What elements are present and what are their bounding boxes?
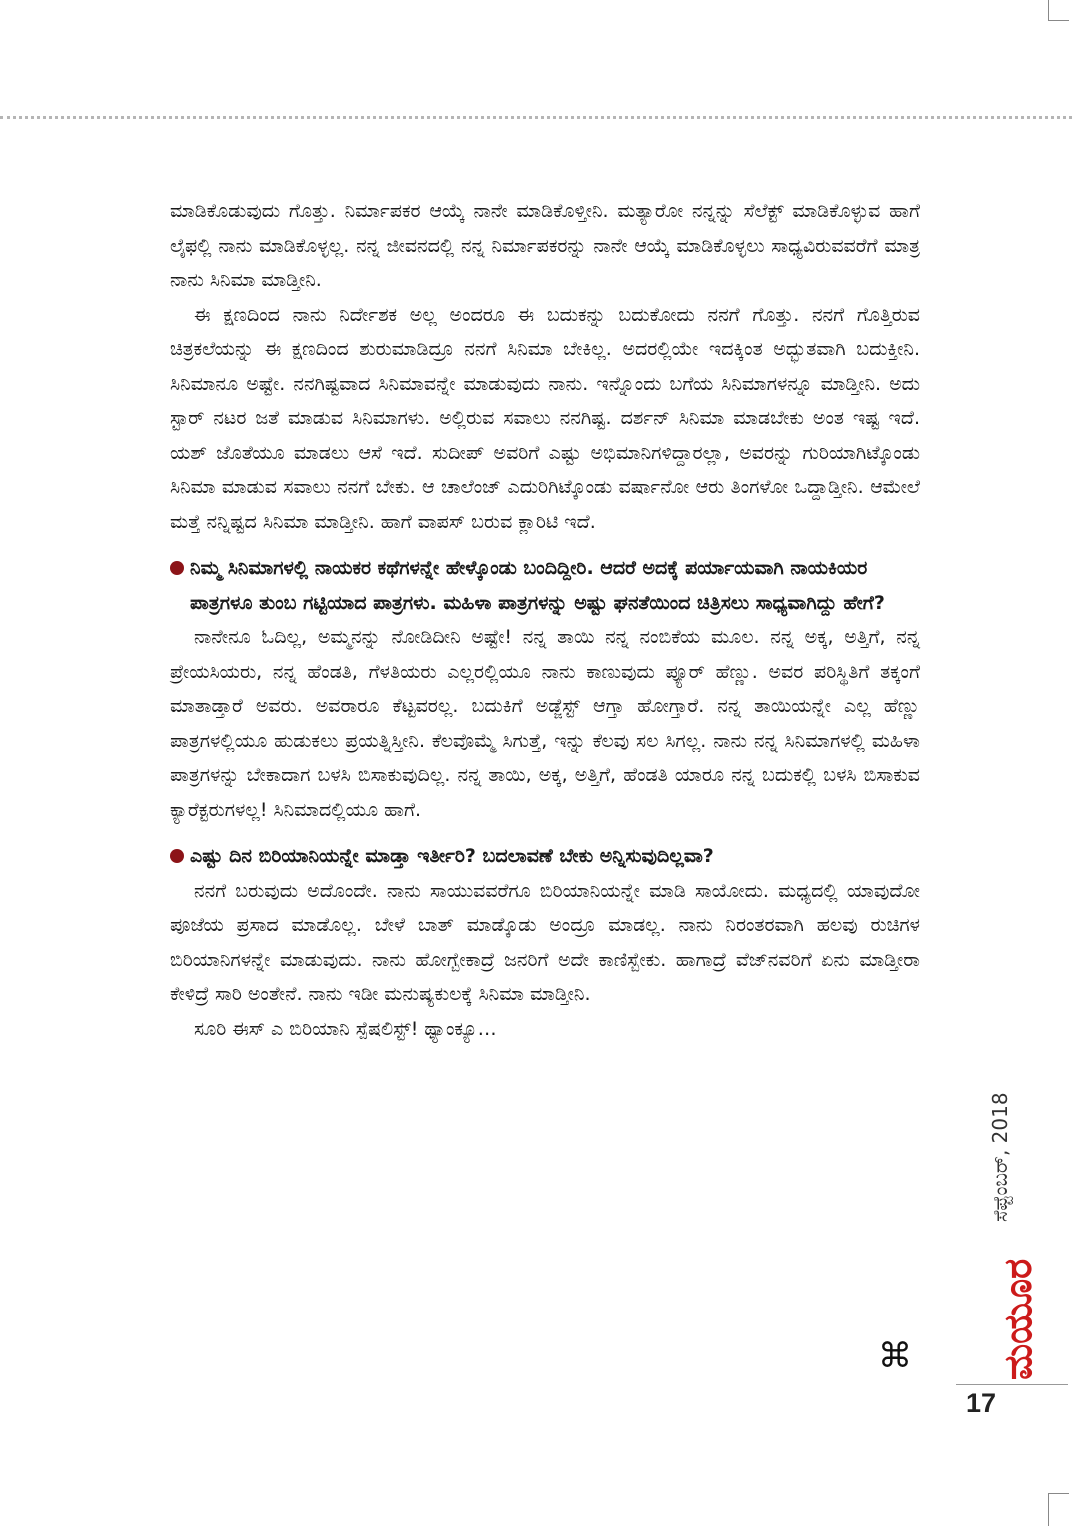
article-paragraph: ಈ ಕ್ಷಣದಿಂದ ನಾನು ನಿರ್ದೇಶಕ ಅಲ್ಲ ಅಂದರೂ ಈ ಬದುಕನ್ನು ಬದುಕೋದು ನನಗೆ ಗೊತ್ತು. ನನಗೆ ಗೊತ್ತಿರುವ ಚಿತ್ರಕಲೆಯನ್ನು ಈ ಕ್ಷಣದಿಂದ ಶುರುಮಾಡಿದ್ರೂ ನನಗೆ ಸಿನಿಮಾ ಬೇಕಿಲ್ಲ. ಅದರಲ್ಲಿಯೇ ಇದಕ್ಕಿಂತ ಅದ್ಭುತವಾಗಿ ಬದುಕ್ತೀನಿ. ಸಿನಿಮಾನೂ ಅಷ್ಟೇ. ನನಗಿಷ್ಟವಾದ ಸಿನಿಮಾವನ್ನೇ ಮಾಡುವುದು ನಾನು. ಇನ್ನೊಂದು ಬಗೆಯ ಸಿನಿಮಾಗಳನ್ನೂ ಮಾಡ್ತೀನಿ. ಅದು ಸ್ಟಾರ್ ನಟರ ಜತೆ ಮಾಡುವ ಸಿನಿಮಾಗಳು. ಅಲ್ಲಿರುವ ಸವಾಲು ನನಗಿಷ್ಟ. ದರ್ಶನ್ ಸಿನಿಮಾ ಮಾಡಬೇಕು ಅಂತ ಇಷ್ಟ ಇದೆ. ಯಶ್ ಜೊತೆಯೂ ಮಾಡಲು ಆಸೆ ಇದೆ. ಸುದೀಪ್ ಅವರಿಗೆ ಎಷ್ಟು ಅಭಿಮಾನಿಗಳಿದ್ದಾರಲ್ಲಾ, ಅವರನ್ನು ಗುರಿಯಾಗಿಟ್ಕೊಂಡು ಸಿನಿಮಾ ಮಾಡುವ ಸವಾಲು ನನಗೆ ಬೇಕು. ಆ ಚಾಲೆಂಜ್ ಎದುರಿಗಿಟ್ಕೊಂಡು ವರ್ಷಾನೋ ಆರು ತಿಂಗಳೋ ಒದ್ದಾಡ್ತೀನಿ. ಆಮೇಲೆ ಮತ್ತೆ ನನ್ನಿಷ್ಟದ ಸಿನಿಮಾ ಮಾಡ್ತೀನಿ. ಹಾಗೆ ವಾಪಸ್ ಬರುವ ಕ್ಲಾರಿಟಿ ಇದೆ. (170, 303, 920, 533)
footer-divider (956, 1384, 1068, 1385)
article-body (170, 194, 920, 1046)
question-text: ನಿಮ್ಮ ಸಿನಿಮಾಗಳಲ್ಲಿ ನಾಯಕರ ಕಥೆಗಳನ್ನೇ ಹೇಳ್ಕೊಂಡು ಬಂದಿದ್ದೀರಿ. ಆದರೆ ಅದಕ್ಕೆ ಪರ್ಯಾಯವಾಗಿ ನಾಯಕಿಯರ ಪಾತ್ರಗಳೂ ತುಂಬ ಗಟ್ಟಿಯಾದ ಪಾತ್ರಗಳು. ಮಹಿಳಾ ಪಾತ್ರಗಳನ್ನು ಅಷ್ಟು ಘನತೆಯಿಂದ ಚಿತ್ರಿಸಲು ಸಾಧ್ಯವಾಗಿದ್ದು ಹೇಗೆ? (190, 557, 885, 614)
answer-paragraph: ನನಗೆ ಬರುವುದು ಅದೊಂದೇ. ನಾನು ಸಾಯುವವರೆಗೂ ಬಿರಿಯಾನಿಯನ್ನೇ ಮಾಡಿ ಸಾಯೋದು. ಮಧ್ಯದಲ್ಲಿ ಯಾವುದೋ ಪೂಜೆಯ ಪ್ರಸಾದ ಮಾಡೊಲ್ಲ. ಬೇಳೆ ಬಾತ್ ಮಾಡ್ಕೊಡು ಅಂದ್ರೂ ಮಾಡಲ್ಲ. ನಾನು ನಿರಂತರವಾಗಿ ಹಲವು ರುಚಿಗಳ ಬಿರಿಯಾನಿಗಳನ್ನೇ ಮಾಡುವುದು. ನಾನು ಹೋಗ್ಬೇಕಾದ್ರೆ ಜನರಿಗೆ ಅದೇ ಕಾಣಿಸ್ಬೇಕು. ಹಾಗಾದ್ರೆ ವೆಜ್‌ನವರಿಗೆ ಏನು ಮಾಡ್ತೀರಾ ಕೇಳಿದ್ರೆ ಸಾರಿ ಅಂತೇನೆ. ನಾನು ಇಡೀ ಮನುಷ್ಯಕುಲಕ್ಕೆ ಸಿನಿಮಾ ಮಾಡ್ತೀನಿ. (170, 879, 920, 1005)
interview-question (170, 839, 920, 874)
bullet-dot-icon (170, 561, 184, 575)
page-number: 17 (966, 1388, 997, 1418)
crop-mark-bottom (1048, 1493, 1069, 1526)
closing-line: ಸೂರಿ ಈಸ್ ಎ ಬಿರಿಯಾನಿ ಸ್ಪೆಷಲಿಸ್ಟ್! ಥ್ಯಾಂಕ್ಯೂ… (194, 1017, 497, 1040)
question-text: ಎಷ್ಟು ದಿನ ಬಿರಿಯಾನಿಯನ್ನೇ ಮಾಡ್ತಾ ಇರ್ತೀರಿ? ಬದಲಾವಣೆ ಬೇಕು ಅನ್ನಿಸುವುದಿಲ್ಲವಾ? (190, 845, 714, 867)
bullet-dot-icon (170, 849, 184, 863)
magazine-logo: ಮಯೂರ (996, 1258, 1040, 1380)
answer-paragraph: ನಾನೇನೂ ಓದಿಲ್ಲ, ಅಮ್ಮನನ್ನು ನೋಡಿದೀನಿ ಅಷ್ಟೇ! ನನ್ನ ತಾಯಿ ನನ್ನ ನಂಬಿಕೆಯ ಮೂಲ. ನನ್ನ ಅಕ್ಕ, ಅತ್ತಿಗೆ, ನನ್ನ ಪ್ರೇಯಸಿಯರು, ನನ್ನ ಹೆಂಡತಿ, ಗೆಳತಿಯರು ಎಲ್ಲರಲ್ಲಿಯೂ ನಾನು ಕಾಣುವುದು ಪ್ಯೂರ್ ಹೆಣ್ಣು. ಅವರ ಪರಿಸ್ಥಿತಿಗೆ ತಕ್ಕಂಗೆ ಮಾತಾಡ್ತಾರೆ ಅವರು. ಅವರಾರೂ ಕೆಟ್ಟವರಲ್ಲ. ಬದುಕಿಗೆ ಅಡ್ಜೆಸ್ಟ್ ಆಗ್ತಾ ಹೋಗ್ತಾರೆ. ನನ್ನ ತಾಯಿಯನ್ನೇ ಎಲ್ಲ ಹೆಣ್ಣು ಪಾತ್ರಗಳಲ್ಲಿಯೂ ಹುಡುಕಲು ಪ್ರಯತ್ನಿಸ್ತೀನಿ. ಕೆಲವೊಮ್ಮೆ ಸಿಗುತ್ತೆ, ಇನ್ನು ಕೆಲವು ಸಲ ಸಿಗಲ್ಲ. ನಾನು ನನ್ನ ಸಿನಿಮಾಗಳಲ್ಲಿ ಮಹಿಳಾ ಪಾತ್ರಗಳನ್ನು ಬೇಕಾದಾಗ ಬಳಸಿ ಬಿಸಾಕುವುದಿಲ್ಲ. ನನ್ನ ತಾಯಿ, ಅಕ್ಕ, ಅತ್ತಿಗೆ, ಹೆಂಡತಿ ಯಾರೂ ನನ್ನ ಬದುಕಲ್ಲಿ ಬಳಸಿ ಬಿಸಾಕುವ ಕ್ಯಾರೆಕ್ಟರುಗಳಲ್ಲ! ಸಿನಿಮಾದಲ್ಲಿಯೂ ಹಾಗೆ. (170, 626, 920, 821)
article-paragraph: ಮಾಡಿಕೊಡುವುದು ಗೊತ್ತು. ನಿರ್ಮಾಪಕರ ಆಯ್ಕೆ ನಾನೇ ಮಾಡಿಕೊಳ್ತೀನಿ. ಮತ್ಯಾರೋ ನನ್ನನ್ನು ಸೆಲೆಕ್ಟ್ ಮಾಡಿಕೊಳ್ಳುವ ಹಾಗೆ ಲೈಫಲ್ಲಿ ನಾನು ಮಾಡಿಕೊಳ್ಳಲ್ಲ. ನನ್ನ ಜೀವನದಲ್ಲಿ ನನ್ನ ನಿರ್ಮಾಪಕರನ್ನು ನಾನೇ ಆಯ್ಕೆ ಮಾಡಿಕೊಳ್ಳಲು ಸಾಧ್ಯವಿರುವವರೆಗೆ ಮಾತ್ರ ನಾನು ಸಿನಿಮಾ ಮಾಡ್ತೀನಿ. (170, 200, 920, 291)
end-mark-icon: ⌘ (878, 1336, 912, 1376)
interview-question (170, 551, 920, 620)
issue-date: ಸೆಪ್ಟೆಂಬರ್, 2018 (988, 1092, 1012, 1222)
dotted-divider (0, 116, 1072, 119)
crop-mark-top (1048, 0, 1069, 21)
